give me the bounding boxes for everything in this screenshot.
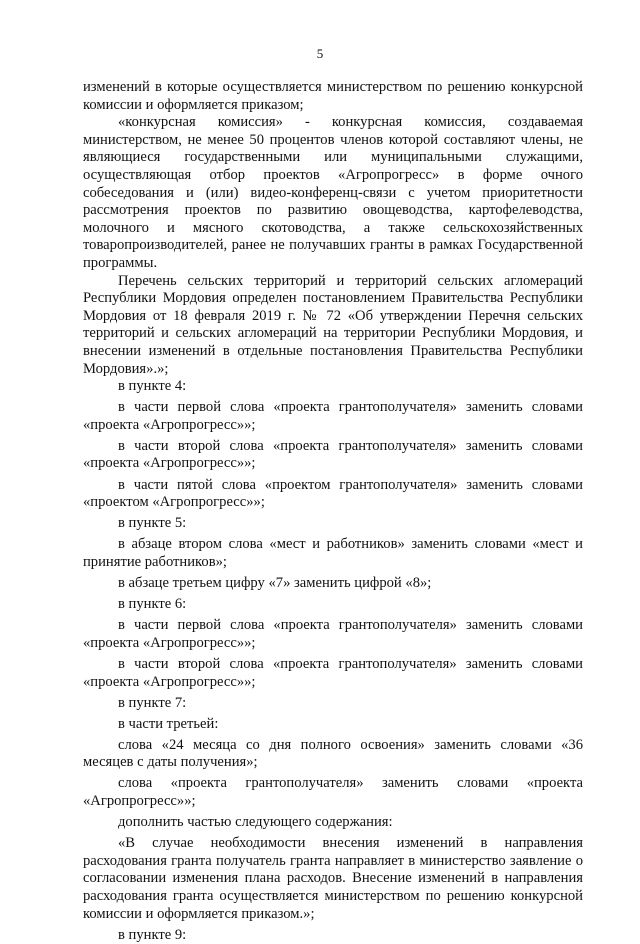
paragraph: в пункте 6: [118,596,187,613]
paragraph: в части первой слова «проекта грантополучателя» заменить словами «проекта «Агропрогресс»»; [83,617,583,651]
paragraph: изменений в которые осуществляется министерством по решению конкурсной комиссии и оформляется приказом; [83,79,583,113]
paragraph: «конкурсная комиссия» - конкурсная комиссия, создаваемая министерством, не менее 50 процентов членов которой составляют члены, не являющиеся государственными или муниципальными служащими, осуществляющая отбор проектов «Агропрогресс» в форме очного собеседования и (или) видео-конференц-связи с учетом приоритетности рассмотрения проектов по развитию овощеводства, картофелеводства, молочного и мясного скотоводства, а также сельскохозяйственных товаропроизводителей, ранее не получавших гранты в рамках Государственной программы. [83,114,583,271]
paragraph: в части второй слова «проекта грантополучателя» заменить словами «проекта «Агропрогресс»»; [83,437,583,472]
paragraph: в части первой слова «проекта грантополучателя» заменить словами «проекта «Агропрогресс»»; [83,399,583,433]
paragraph: дополнить частью следующего содержания: [118,814,393,831]
paragraph: в части второй слова «проекта грантополучателя» заменить словами «проекта «Агропрогресс»»; [83,655,583,690]
paragraph: в пункте 9: [118,926,187,943]
paragraph: слова «24 месяца со дня полного освоения» заменить словами «36 месяцев с даты получения»; [83,736,583,771]
paragraph: Перечень сельских территорий и территорий сельских агломераций Республики Мордовия определен постановлением Правительства Республики Мордовия от 18 февраля 2019 г. № 72 «Об утверждении Перечня сельских территорий и сельских агломераций на территории Республики Мордовия, и внесении изменений в отдельные постановления Правительства Республики Мордовия».»; [83,272,583,377]
paragraph: слова «проекта грантополучателя» заменить словами «проекта «Агропрогресс»»; [83,775,583,810]
paragraph: в части пятой слова «проектом грантополучателя» заменить словами «проектом «Агропрогресс»»; [83,476,583,511]
paragraph: в пункте 4: [118,378,187,395]
document-body [83,79,583,944]
paragraph: в пункте 7: [118,694,187,711]
paragraph: в пункте 5: [118,515,187,532]
page-number: 5 [316,46,324,61]
paragraph: в части третьей: [118,715,219,732]
paragraph: в абзаце третьем цифру «7» заменить цифрой «8»; [118,575,432,592]
paragraph: в абзаце втором слова «мест и работников» заменить словами «мест и принятие работников»; [83,536,583,570]
paragraph: «В случае необходимости внесения изменений в направления расходования гранта получатель гранта направляет в министерство заявление о согласовании изменения плана расходов. Внесение изменений в направления расходования гранта осуществляется министерством по решению конкурсной комиссии и оформляется приказом.»; [83,835,583,922]
